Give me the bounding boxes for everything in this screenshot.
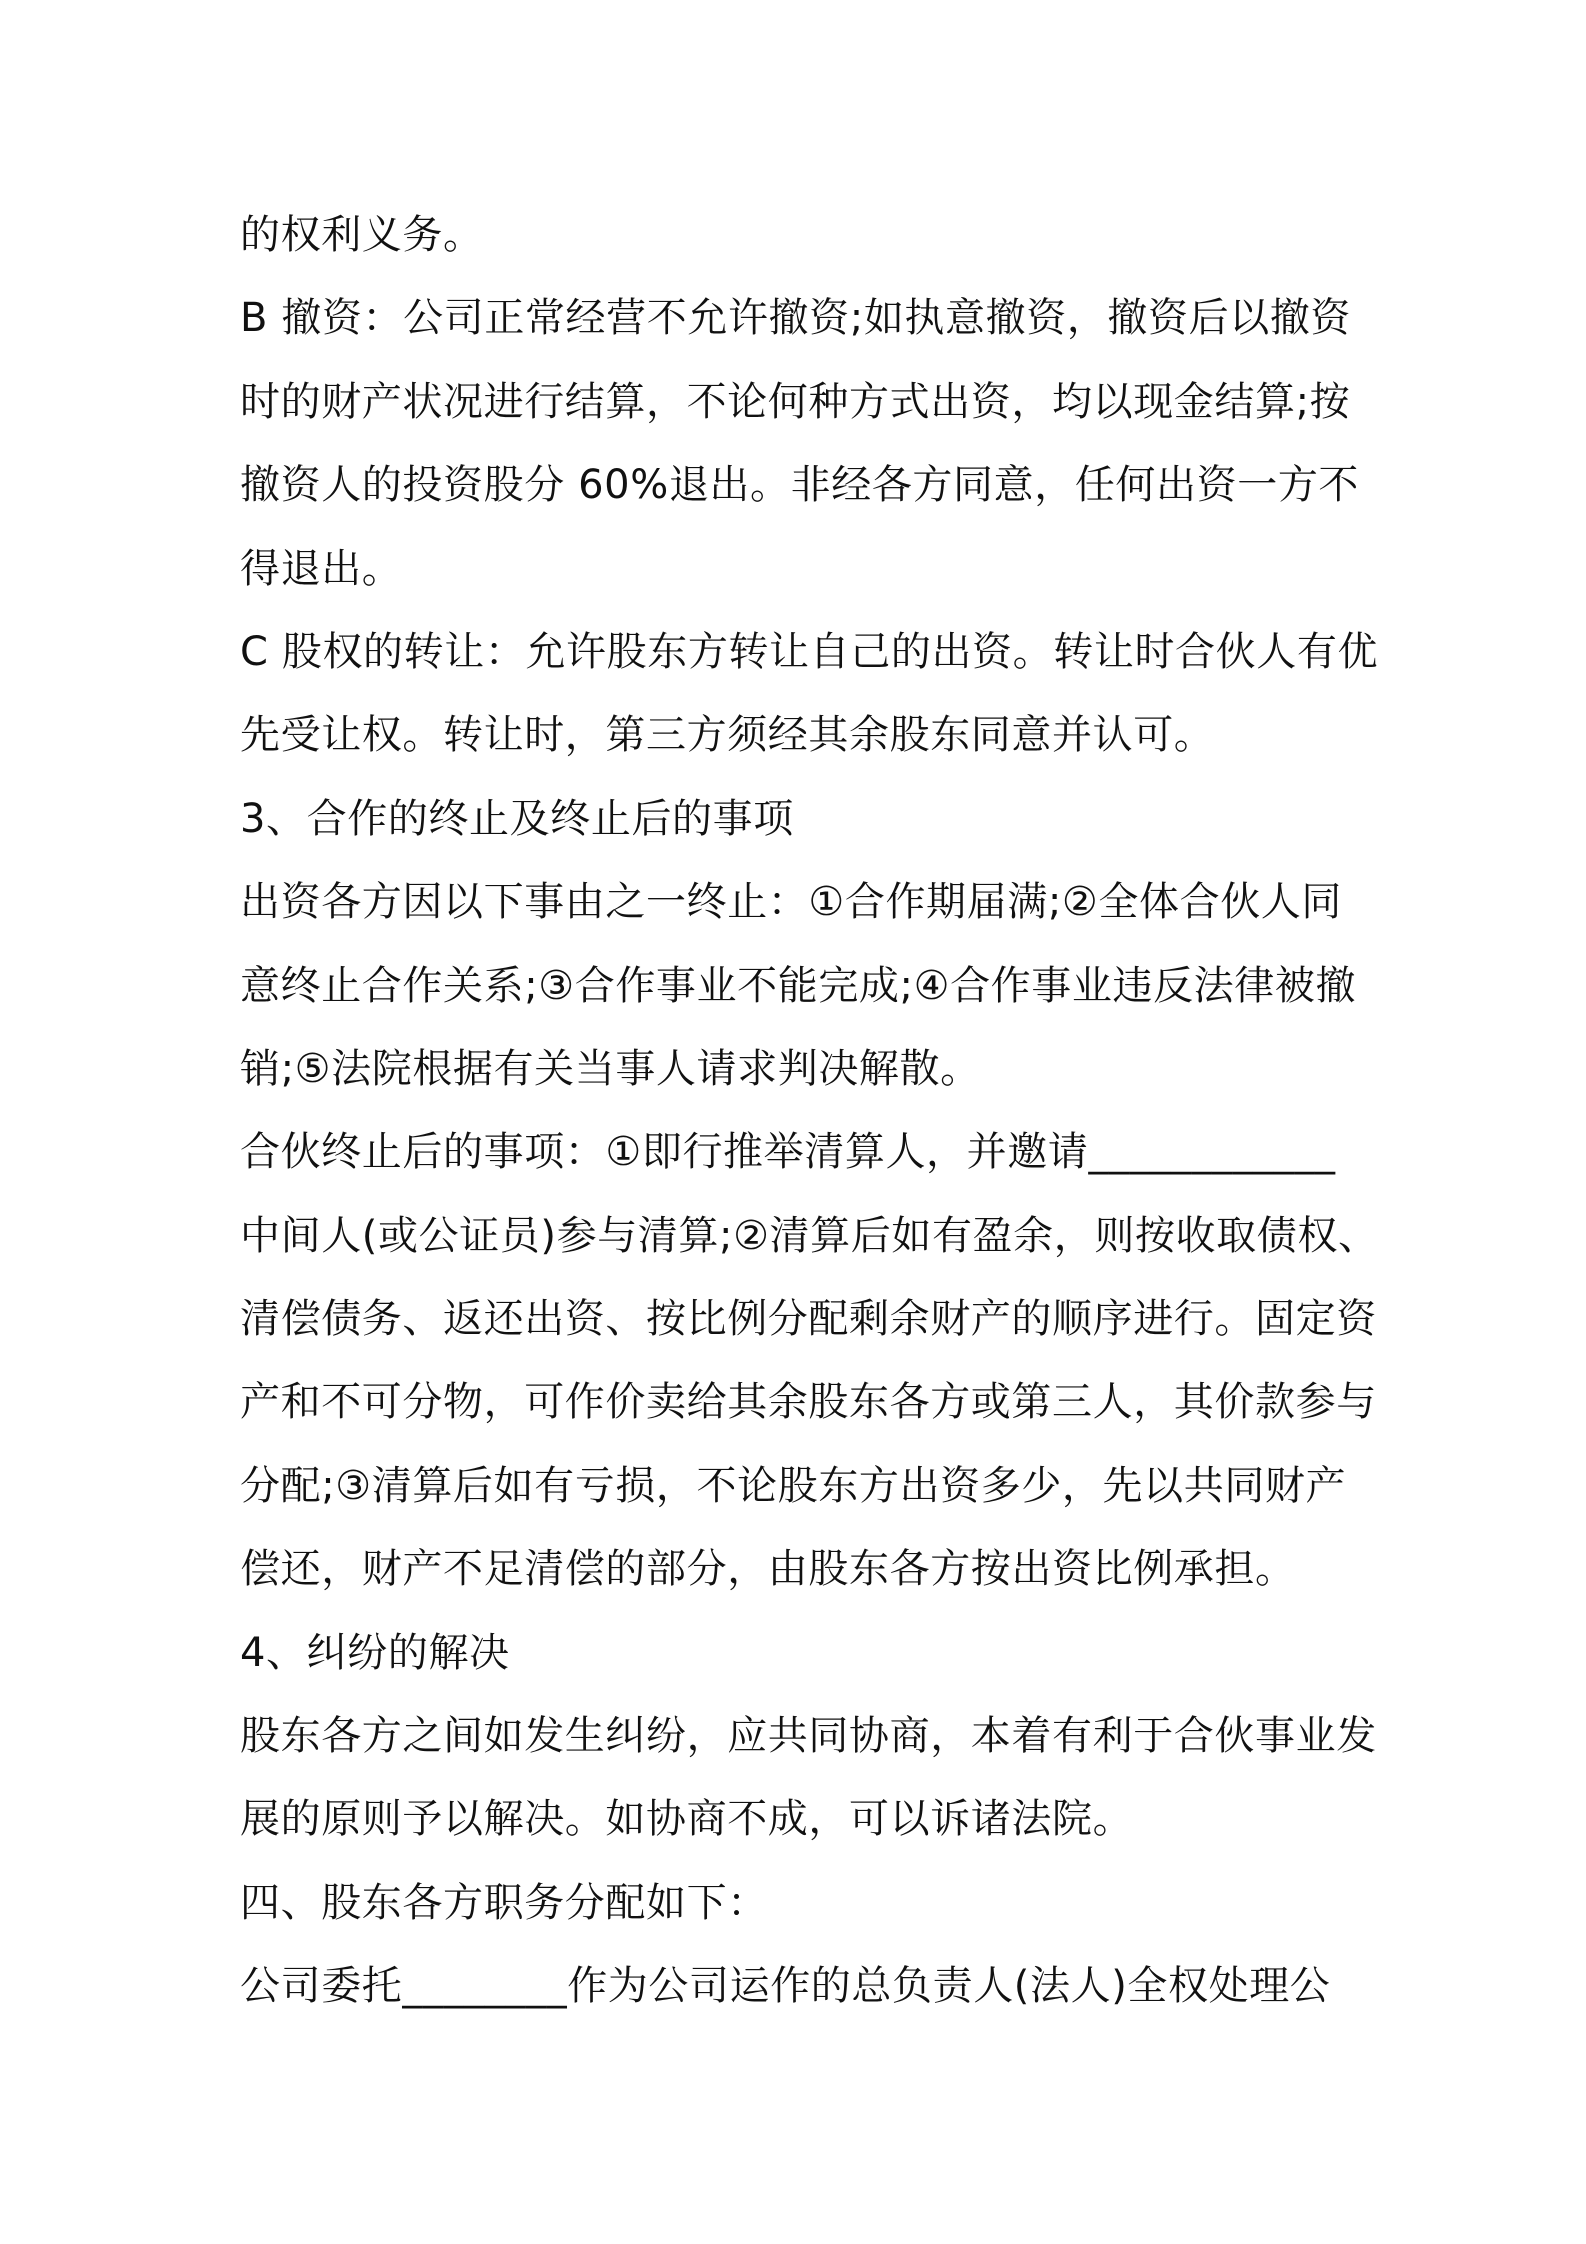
text-line: 中间人(或公证员)参与清算;②清算后如有盈余，则按收取债权、 bbox=[240, 1212, 1379, 1259]
text-line: B 撤资：公司正常经营不允许撤资;如执意撤资，撤资后以撤资 bbox=[240, 295, 1352, 342]
text-line: 得退出。 bbox=[240, 545, 403, 592]
section-heading: 3、合作的终止及终止后的事项 bbox=[240, 795, 794, 842]
text-line: 分配;③清算后如有亏损，不论股东方出资多少，先以共同财产 bbox=[240, 1462, 1347, 1509]
section-heading: 四、股东各方职务分配如下： bbox=[240, 1879, 768, 1926]
text-line: 的权利义务。 bbox=[240, 212, 484, 258]
section-heading: 4、纠纷的解决 bbox=[240, 1629, 510, 1676]
text-line: 展的原则予以解决。如协商不成，可以诉诸法院。 bbox=[240, 1796, 1134, 1843]
text-line: 时的财产状况进行结算，不论何种方式出资，均以现金结算;按 bbox=[240, 378, 1351, 425]
text-line: 先受让权。转让时，第三方须经其余股东同意并认可。 bbox=[240, 712, 1215, 759]
text-line: 撤资人的投资股分 60%退出。非经各方同意，任何出资一方不 bbox=[240, 462, 1360, 509]
text-line: 产和不可分物，可作价卖给其余股东各方或第三人，其价款参与 bbox=[240, 1379, 1377, 1426]
text-line: C 股权的转让：允许股东方转让自己的出资。转让时合伙人有优 bbox=[240, 628, 1379, 675]
text-line: 合伙终止后的事项：①即行推举清算人，并邀请____________ bbox=[240, 1129, 1336, 1176]
text-line: 偿还，财产不足清偿的部分，由股东各方按出资比例承担。 bbox=[240, 1546, 1296, 1593]
document-body bbox=[240, 194, 1379, 2029]
text-line: 出资各方因以下事由之一终止：①合作期届满;②全体合伙人同 bbox=[240, 879, 1342, 926]
text-line: 公司委托________作为公司运作的总负责人(法人)全权处理公 bbox=[240, 1963, 1331, 2010]
text-line: 销;⑤法院根据有关当事人请求判决解散。 bbox=[240, 1045, 981, 1092]
text-line: 清偿债务、返还出资、按比例分配剩余财产的顺序进行。固定资 bbox=[240, 1296, 1377, 1343]
text-line: 意终止合作关系;③合作事业不能完成;④合作事业违反法律被撤 bbox=[240, 962, 1357, 1009]
text-line: 股东各方之间如发生纠纷，应共同协商，本着有利于合伙事业发 bbox=[240, 1713, 1377, 1760]
